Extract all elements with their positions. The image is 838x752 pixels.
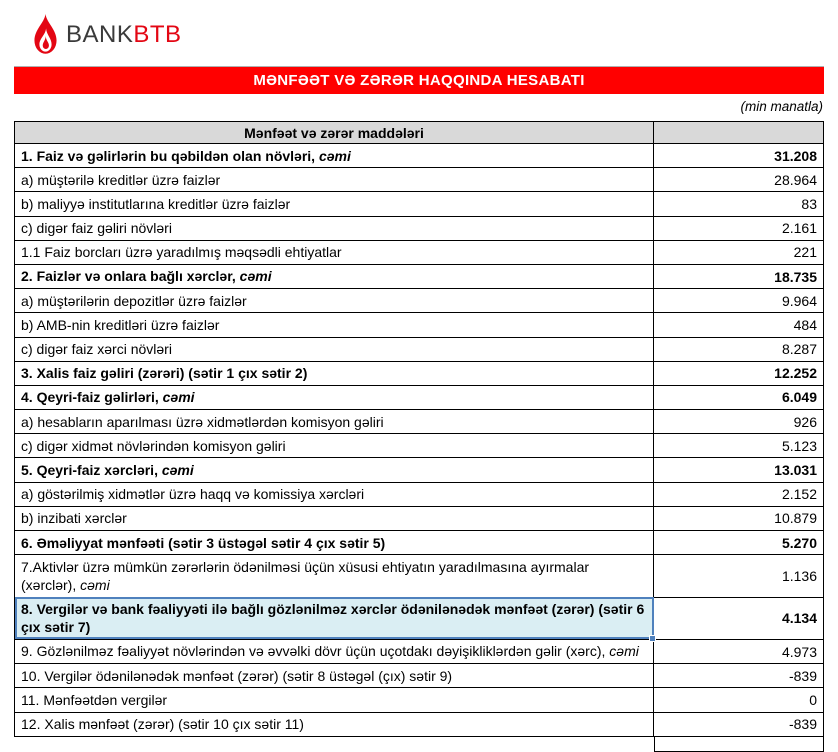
row-value-cell: 0 xyxy=(654,688,824,712)
row-label-cell: 10. Vergilər ödənilənədək mənfəət (zərər) (sətir 8 üstəgəl (çıx) sətir 9) xyxy=(15,664,654,688)
row-value-cell: -839 xyxy=(654,712,824,736)
bank-btb-logo xyxy=(32,10,824,60)
table-row xyxy=(15,289,824,313)
table-row xyxy=(15,597,824,639)
row-value-cell: 1.136 xyxy=(654,555,824,597)
row-label-cell: b) inzibati xərclər xyxy=(15,506,654,530)
row-label-cell: 7.Aktivlər üzrə mümkün zərərlərin ödənilməsi üçün xüsusi ehtiyatın yaradılmasına ayırmalar (xərclər), cəmi xyxy=(15,555,654,597)
unit-note: (min manatla) xyxy=(740,99,823,114)
table-row xyxy=(15,482,824,506)
row-value-cell: 6.049 xyxy=(654,385,824,409)
row-value-cell: 13.031 xyxy=(654,458,824,482)
row-value-cell: 221 xyxy=(654,240,824,264)
table-header-items: Mənfəət və zərər maddələri xyxy=(15,122,654,144)
row-label-cell-selected[interactable]: 8. Vergilər və bank fəaliyyəti ilə bağlı gözlənilməz xərclər ödənilənədək mənfəət (zərər) (sətir 6 çıx sətir 7) xyxy=(15,597,654,639)
row-value-cell: 926 xyxy=(654,410,824,434)
table-row xyxy=(15,168,824,192)
row-value-cell: 28.964 xyxy=(654,168,824,192)
table-row xyxy=(15,216,824,240)
row-label-cell: a) göstərilmiş xidmətlər üzrə haqq və komissiya xərcləri xyxy=(15,482,654,506)
flame-icon xyxy=(32,14,59,56)
logo-text-bank: BANK xyxy=(66,21,134,48)
table-header-row xyxy=(15,122,824,144)
row-value-cell: 4.134 xyxy=(654,597,824,639)
row-value-cell: 2.161 xyxy=(654,216,824,240)
table-row xyxy=(15,712,824,736)
row-label-cell: 5. Qeyri-faiz xərcləri, cəmi xyxy=(15,458,654,482)
row-value-cell: 18.735 xyxy=(654,264,824,288)
row-label-cell: 12. Xalis mənfəət (zərər) (sətir 10 çıx sətir 11) xyxy=(15,712,654,736)
row-label-cell: b) AMB-nin kreditləri üzrə faizlər xyxy=(15,313,654,337)
row-label-cell: c) digər xidmət növlərindən komisyon gəliri xyxy=(15,434,654,458)
table-row xyxy=(15,506,824,530)
row-label-cell: 3. Xalis faiz gəliri (zərəri) (sətir 1 çıx sətir 2) xyxy=(15,361,654,385)
row-value-cell: 2.152 xyxy=(654,482,824,506)
row-label-cell: 1.1 Faiz borcları üzrə yaradılmış məqsədli ehtiyatlar xyxy=(15,240,654,264)
row-value-cell: 83 xyxy=(654,192,824,216)
row-label-cell: c) digər faiz gəliri növləri xyxy=(15,216,654,240)
table-row xyxy=(15,531,824,555)
row-value-cell: 12.252 xyxy=(654,361,824,385)
table-row xyxy=(15,313,824,337)
table-row xyxy=(15,264,824,288)
table-header-value xyxy=(654,122,824,144)
table-row xyxy=(15,434,824,458)
row-label-cell: a) müştərilərin depozitlər üzrə faizlər xyxy=(15,289,654,313)
table-row xyxy=(15,410,824,434)
row-label-cell: 2. Faizlər və onlara bağlı xərclər, cəmi xyxy=(15,264,654,288)
table-row xyxy=(15,240,824,264)
table-row xyxy=(15,192,824,216)
table-row xyxy=(15,639,824,663)
table-row xyxy=(15,144,824,168)
row-value-cell: 10.879 xyxy=(654,506,824,530)
table-row xyxy=(15,337,824,361)
table-row xyxy=(15,361,824,385)
row-label-cell: 6. Əməliyyat mənfəəti (sətir 3 üstəgəl sətir 4 çıx sətir 5) xyxy=(15,531,654,555)
row-value-cell: 484 xyxy=(654,313,824,337)
row-label-cell: a) müştərilə kreditlər üzrə faizlər xyxy=(15,168,654,192)
table-row xyxy=(15,385,824,409)
table-row xyxy=(15,555,824,597)
row-label-cell: 11. Mənfəətdən vergilər xyxy=(15,688,654,712)
row-label-cell: b) maliyyə institutlarına kreditlər üzrə faizlər xyxy=(15,192,654,216)
row-value-cell: 9.964 xyxy=(654,289,824,313)
row-label-cell: c) digər faiz xərci növləri xyxy=(15,337,654,361)
row-value-cell: 31.208 xyxy=(654,144,824,168)
logo-text xyxy=(66,21,182,49)
logo-text-btb: BTB xyxy=(133,21,182,48)
row-value-cell: 5.270 xyxy=(654,531,824,555)
table-row xyxy=(15,458,824,482)
row-label-cell: 4. Qeyri-faiz gəlirləri, cəmi xyxy=(15,385,654,409)
row-label-cell: 9. Gözlənilməz fəaliyyət növlərindən və əvvəlki dövr üçün uçotdakı dəyişikliklərdən gəlir (xərc), cəmi xyxy=(15,639,654,663)
report-title-banner: MƏNFƏƏT VƏ ZƏRƏR HAQQINDA HESABATI xyxy=(14,66,824,94)
table-row xyxy=(15,664,824,688)
row-value-cell: 5.123 xyxy=(654,434,824,458)
row-value-cell: 8.287 xyxy=(654,337,824,361)
row-label-cell: 1. Faiz və gəlirlərin bu qəbildən olan növləri, cəmi xyxy=(15,144,654,168)
table-row xyxy=(15,688,824,712)
row-value-cell: 4.973 xyxy=(654,639,824,663)
profit-loss-table xyxy=(14,121,824,737)
row-label-cell: a) hesabların aparılması üzrə xidmətlərdən komisyon gəliri xyxy=(15,410,654,434)
pl-table-body xyxy=(15,144,824,737)
empty-trailing-cell xyxy=(654,737,824,752)
row-value-cell: -839 xyxy=(654,664,824,688)
